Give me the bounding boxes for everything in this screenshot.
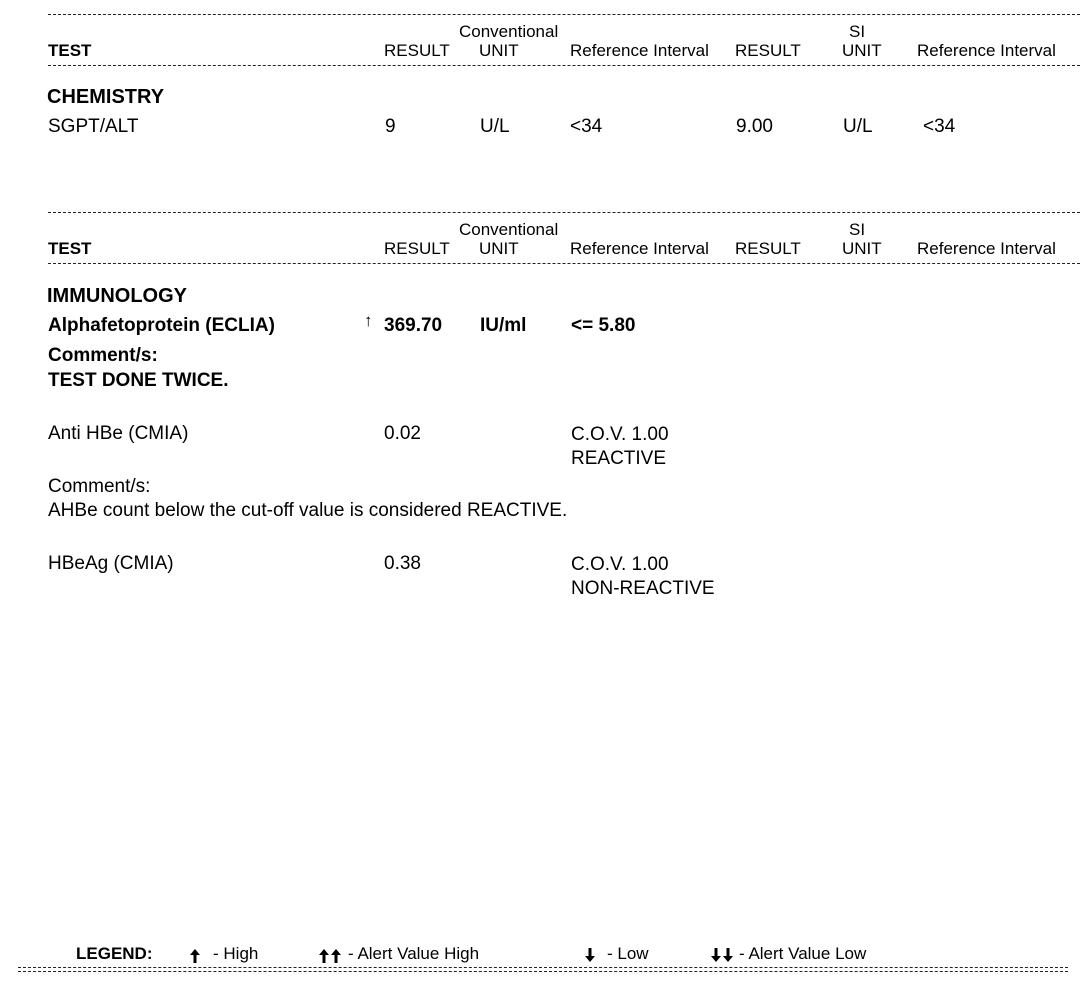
table2-si-reference-header: Reference Interval [917,239,1056,258]
sgpt-alt-si-result: 9.00 [736,116,773,137]
table2-unit-header: UNIT [479,239,519,258]
table1-si-group-header: SI [849,22,866,41]
table1-header-divider [48,65,1080,66]
arrow-up-icon [189,949,201,968]
hbeag-reference-cov: C.O.V. 1.00 [571,554,669,575]
hbeag-test-name: HBeAg (CMIA) [48,553,174,574]
table1-result-header: RESULT [384,41,450,60]
anti-hbe-comment: AHBe count below the cut-off value is considered REACTIVE. [48,500,568,521]
afp-comment-label: Comment/s: [48,345,158,366]
afp-test-name: Alphafetoprotein (ECLIA) [48,315,275,336]
anti-hbe-result: 0.02 [384,423,421,444]
sgpt-alt-unit: U/L [480,116,510,137]
table2-si-group-header: SI [849,220,866,239]
table1-si-result-header: RESULT [735,41,801,60]
anti-hbe-test-name: Anti HBe (CMIA) [48,423,189,444]
legend-high: - High [213,944,259,963]
hbeag-result: 0.38 [384,553,421,574]
sgpt-alt-si-unit: U/L [843,116,873,137]
section-title-chemistry: CHEMISTRY [47,86,165,108]
double-arrow-up-icon [318,949,342,968]
sgpt-alt-result: 9 [385,116,396,137]
afp-comment: TEST DONE TWICE. [48,370,229,391]
table1-top-divider [48,14,1080,15]
table2-reference-header: Reference Interval [570,239,709,258]
footer-double-divider [18,967,1068,972]
afp-unit: IU/ml [480,315,527,336]
table1-unit-header: UNIT [479,41,519,60]
table2-si-result-header: RESULT [735,239,801,258]
afp-result: 369.70 [384,315,443,336]
anti-hbe-reference-status: REACTIVE [571,448,667,469]
afp-reference: <= 5.80 [571,315,636,336]
table2-conventional-group-header: Conventional [459,220,559,239]
hbeag-reference-status: NON-REACTIVE [571,578,715,599]
table2-header-divider [48,263,1080,264]
table2-top-divider [48,212,1080,213]
table2-test-header: TEST [48,239,92,258]
table1-conventional-group-header: Conventional [459,22,559,41]
section-title-immunology: IMMUNOLOGY [47,285,187,307]
arrow-down-icon [584,948,596,967]
anti-hbe-reference-cov: C.O.V. 1.00 [571,424,669,445]
sgpt-alt-reference: <34 [570,116,603,137]
legend-alert-high: - Alert Value High [348,944,480,963]
double-arrow-down-icon [710,948,734,967]
arrow-up-icon: ↑ [364,311,373,330]
legend-alert-low: - Alert Value Low [739,944,867,963]
sgpt-alt-si-reference: <34 [923,116,956,137]
table2-si-unit-header: UNIT [842,239,882,258]
table1-test-header: TEST [48,41,92,60]
legend-low: - Low [607,944,649,963]
sgpt-alt-test-name: SGPT/ALT [48,116,139,137]
table1-si-unit-header: UNIT [842,41,882,60]
legend-label: LEGEND: [76,944,153,963]
table2-result-header: RESULT [384,239,450,258]
table1-reference-header: Reference Interval [570,41,709,60]
table1-si-reference-header: Reference Interval [917,41,1056,60]
anti-hbe-comment-label: Comment/s: [48,476,151,497]
